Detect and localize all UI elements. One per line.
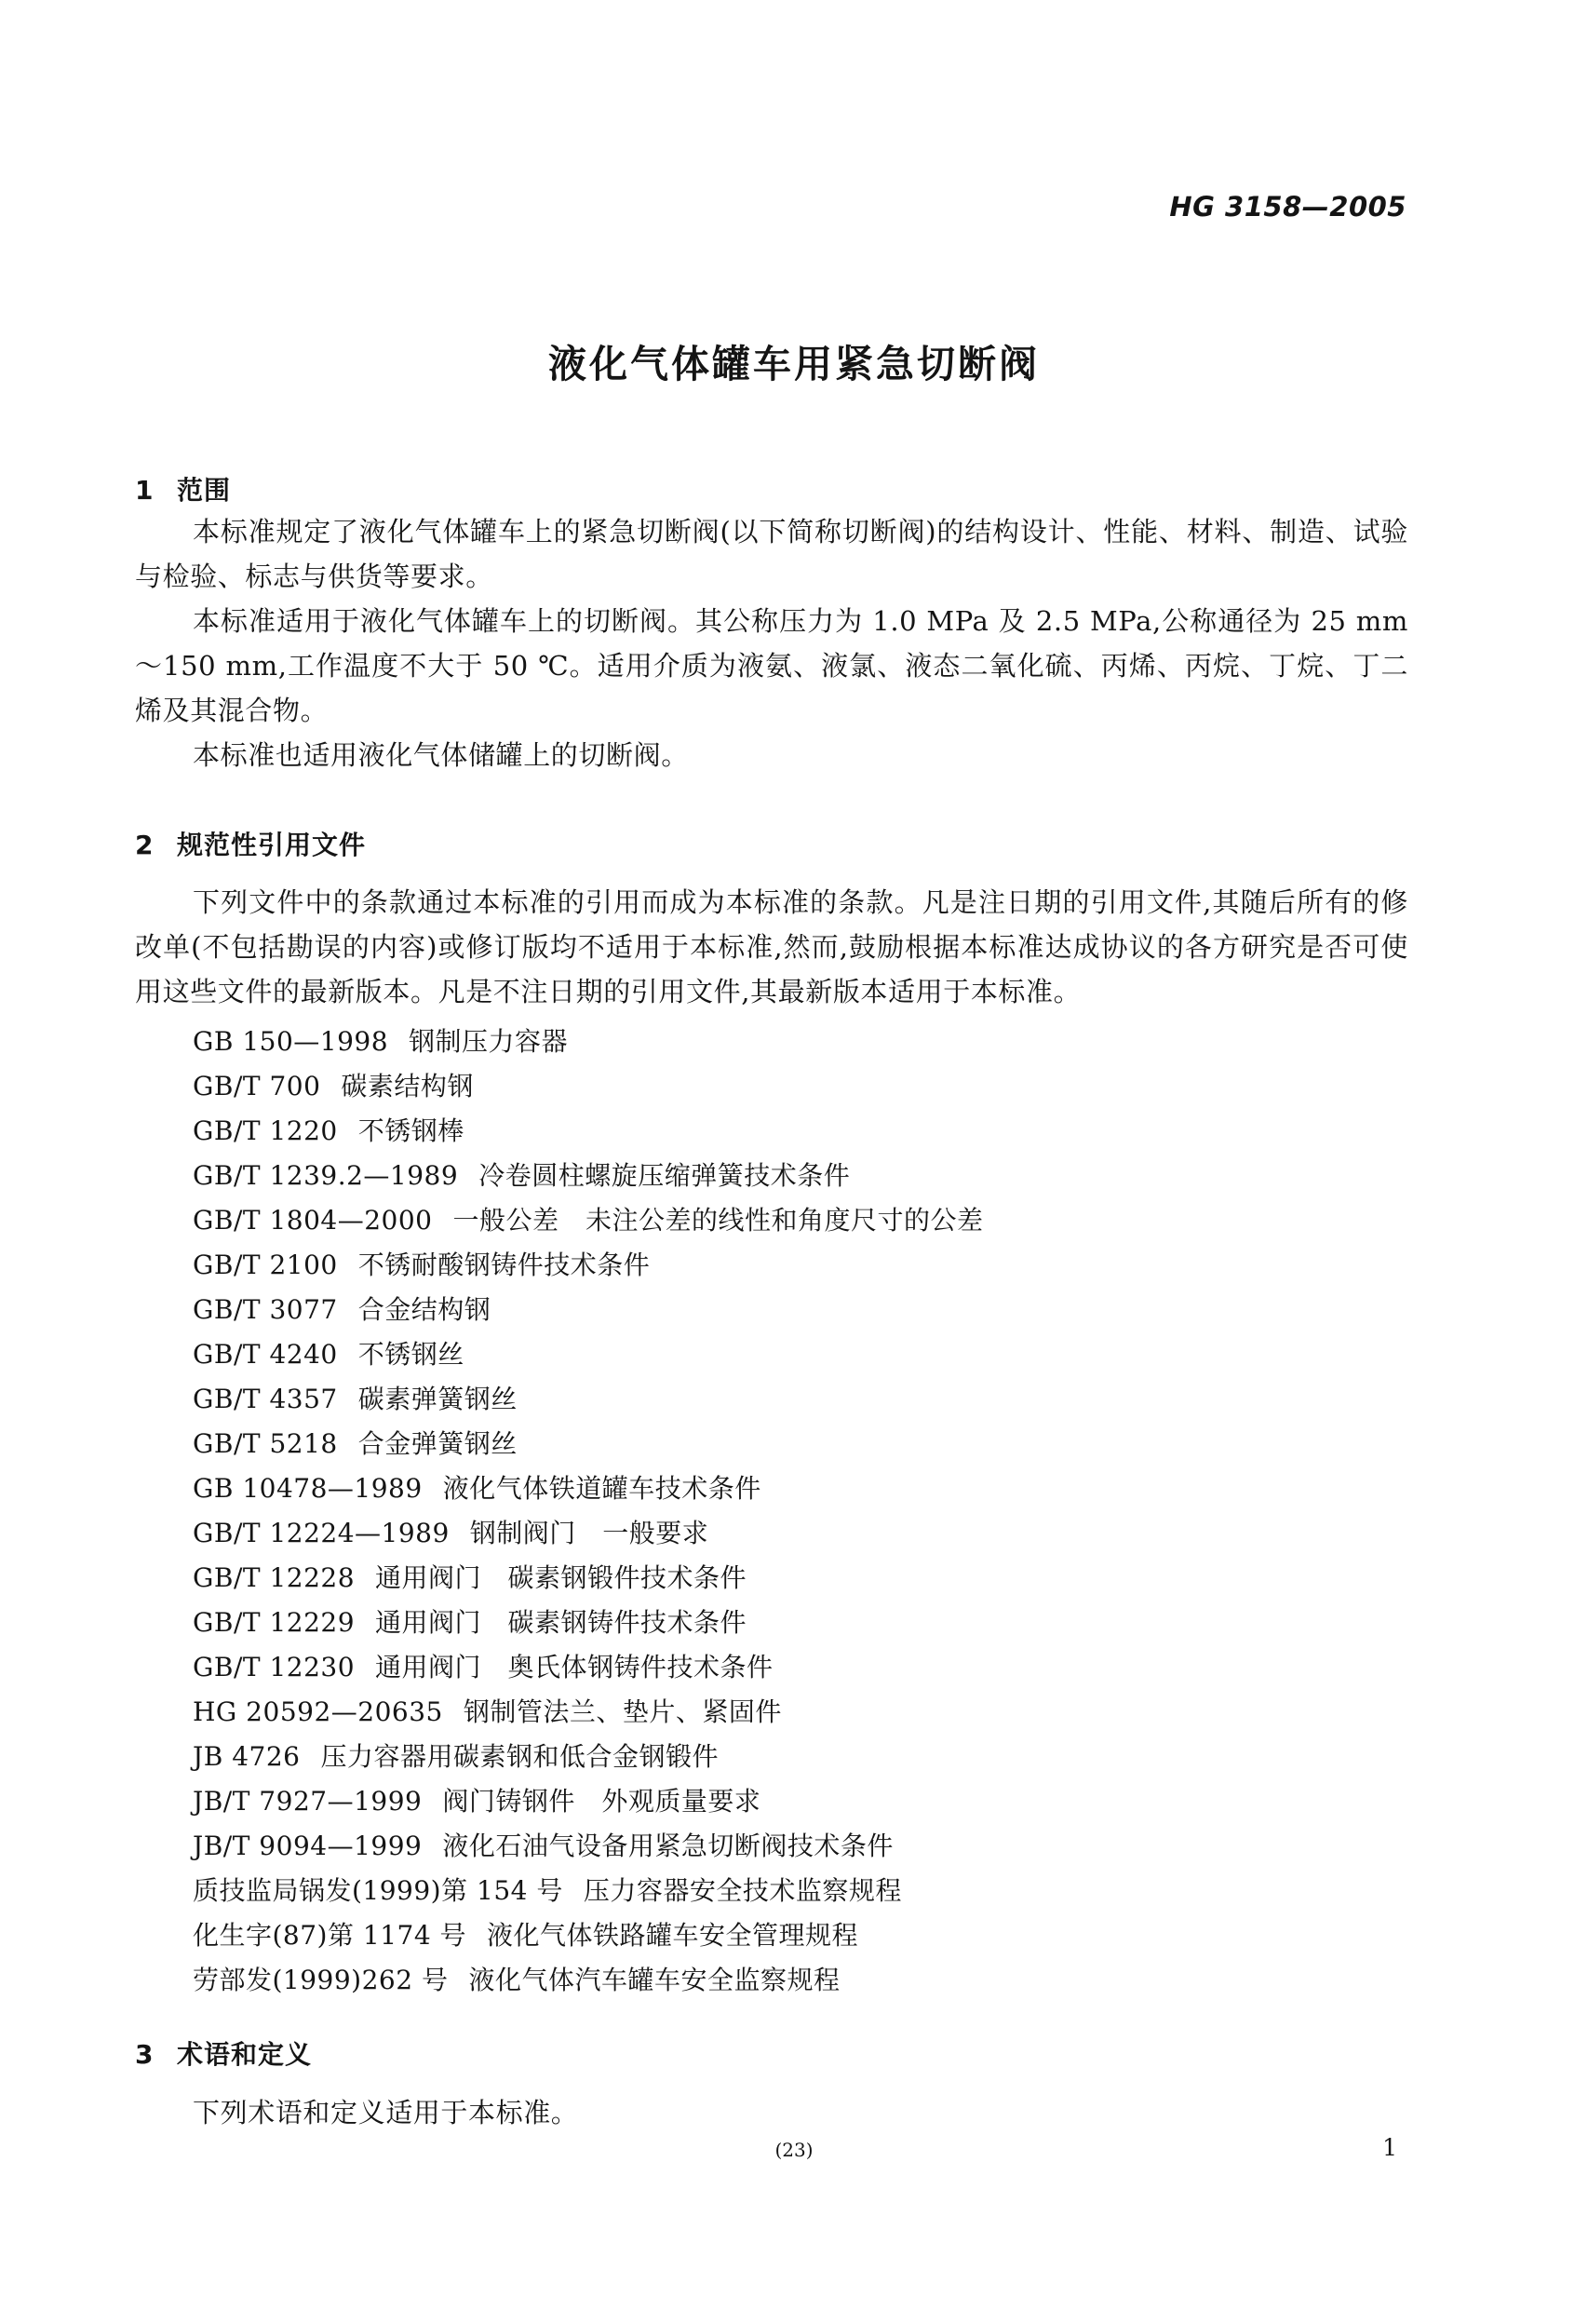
section-number: 2 <box>135 830 155 860</box>
reference-item: GB/T 3077 合金结构钢 <box>193 1294 491 1325</box>
reference-item: 质技监局锅发(1999)第 154 号 压力容器安全技术监察规程 <box>193 1875 902 1906</box>
reference-item: GB/T 4357 碳素弹簧钢丝 <box>193 1384 518 1414</box>
reference-item: 劳部发(1999)262 号 液化气体汽车罐车安全监察规程 <box>193 1965 841 1995</box>
section-2-heading <box>135 825 366 862</box>
reference-item: GB/T 12229 通用阀门 碳素钢铸件技术条件 <box>193 1607 747 1638</box>
reference-item: GB/T 5218 合金弹簧钢丝 <box>193 1428 518 1459</box>
reference-item: GB/T 12230 通用阀门 奥氏体钢铸件技术条件 <box>193 1652 774 1682</box>
standard-number: HG 3158—2005 <box>1169 191 1406 223</box>
section-title: 规范性引用文件 <box>177 830 367 860</box>
reference-item: GB 150—1998 钢制压力容器 <box>193 1026 569 1057</box>
section-number: 1 <box>135 475 155 506</box>
scope-paragraph-2: 本标准适用于液化气体罐车上的切断阀。其公称压力为 1.0 MPa 及 2.5 MPa,公称通径为 25 mm～150 mm,工作温度不大于 50 ℃。适用介质为液氨、液氯、液态二氧化硫、丙烯、丙烷、丁烷、丁二烯及其混合物。 <box>135 605 1408 726</box>
reference-item: GB/T 12224—1989 钢制阀门 一般要求 <box>193 1518 709 1548</box>
reference-item: GB/T 2100 不锈耐酸钢铸件技术条件 <box>193 1250 651 1280</box>
reference-item: GB/T 700 碳素结构钢 <box>193 1071 474 1101</box>
section-title: 术语和定义 <box>177 2039 313 2070</box>
reference-item: GB/T 12228 通用阀门 碳素钢锻件技术条件 <box>193 1562 747 1593</box>
reference-item: JB 4726 压力容器用碳素钢和低合金钢锻件 <box>193 1741 719 1772</box>
section-number: 3 <box>135 2039 155 2070</box>
page-number: 1 <box>1382 2134 1397 2161</box>
reference-item: GB/T 1239.2—1989 冷卷圆柱螺旋压缩弹簧技术条件 <box>193 1160 851 1191</box>
source-page-number: (23) <box>774 2139 814 2161</box>
section-title: 范围 <box>177 475 232 506</box>
reference-item: 化生字(87)第 1174 号 液化气体铁路罐车安全管理规程 <box>193 1920 859 1951</box>
scope-paragraph-1: 本标准规定了液化气体罐车上的紧急切断阀(以下简称切断阀)的结构设计、性能、材料、制造、试验与检验、标志与供货等要求。 <box>135 516 1408 592</box>
terms-intro: 下列术语和定义适用于本标准。 <box>193 2097 579 2128</box>
references-intro: 下列文件中的条款通过本标准的引用而成为本标准的条款。凡是注日期的引用文件,其随后所有的修改单(不包括勘误的内容)或修订版均不适用于本标准,然而,鼓励根据本标准达成协议的各方研究是否可使用这些文件的最新版本。凡是不注日期的引用文件,其最新版本适用于本标准。 <box>135 886 1408 1007</box>
reference-list <box>193 1020 983 2003</box>
section-1-heading <box>135 470 231 507</box>
reference-item: GB/T 1220 不锈钢棒 <box>193 1115 464 1146</box>
reference-item: GB/T 1804—2000 一般公差 未注公差的线性和角度尺寸的公差 <box>193 1205 984 1236</box>
reference-item: GB/T 4240 不锈钢丝 <box>193 1339 464 1370</box>
reference-item: GB 10478—1989 液化气体铁道罐车技术条件 <box>193 1473 761 1504</box>
scope-paragraph-3: 本标准也适用液化气体储罐上的切断阀。 <box>193 739 689 771</box>
reference-item: JB/T 7927—1999 阀门铸钢件 外观质量要求 <box>193 1786 761 1817</box>
document-title: 液化气体罐车用紧急切断阀 <box>548 342 1040 386</box>
reference-item: HG 20592—20635 钢制管法兰、垫片、紧固件 <box>193 1696 782 1727</box>
reference-item: JB/T 9094—1999 液化石油气设备用紧急切断阀技术条件 <box>193 1831 894 1861</box>
section-3-heading <box>135 2034 312 2072</box>
